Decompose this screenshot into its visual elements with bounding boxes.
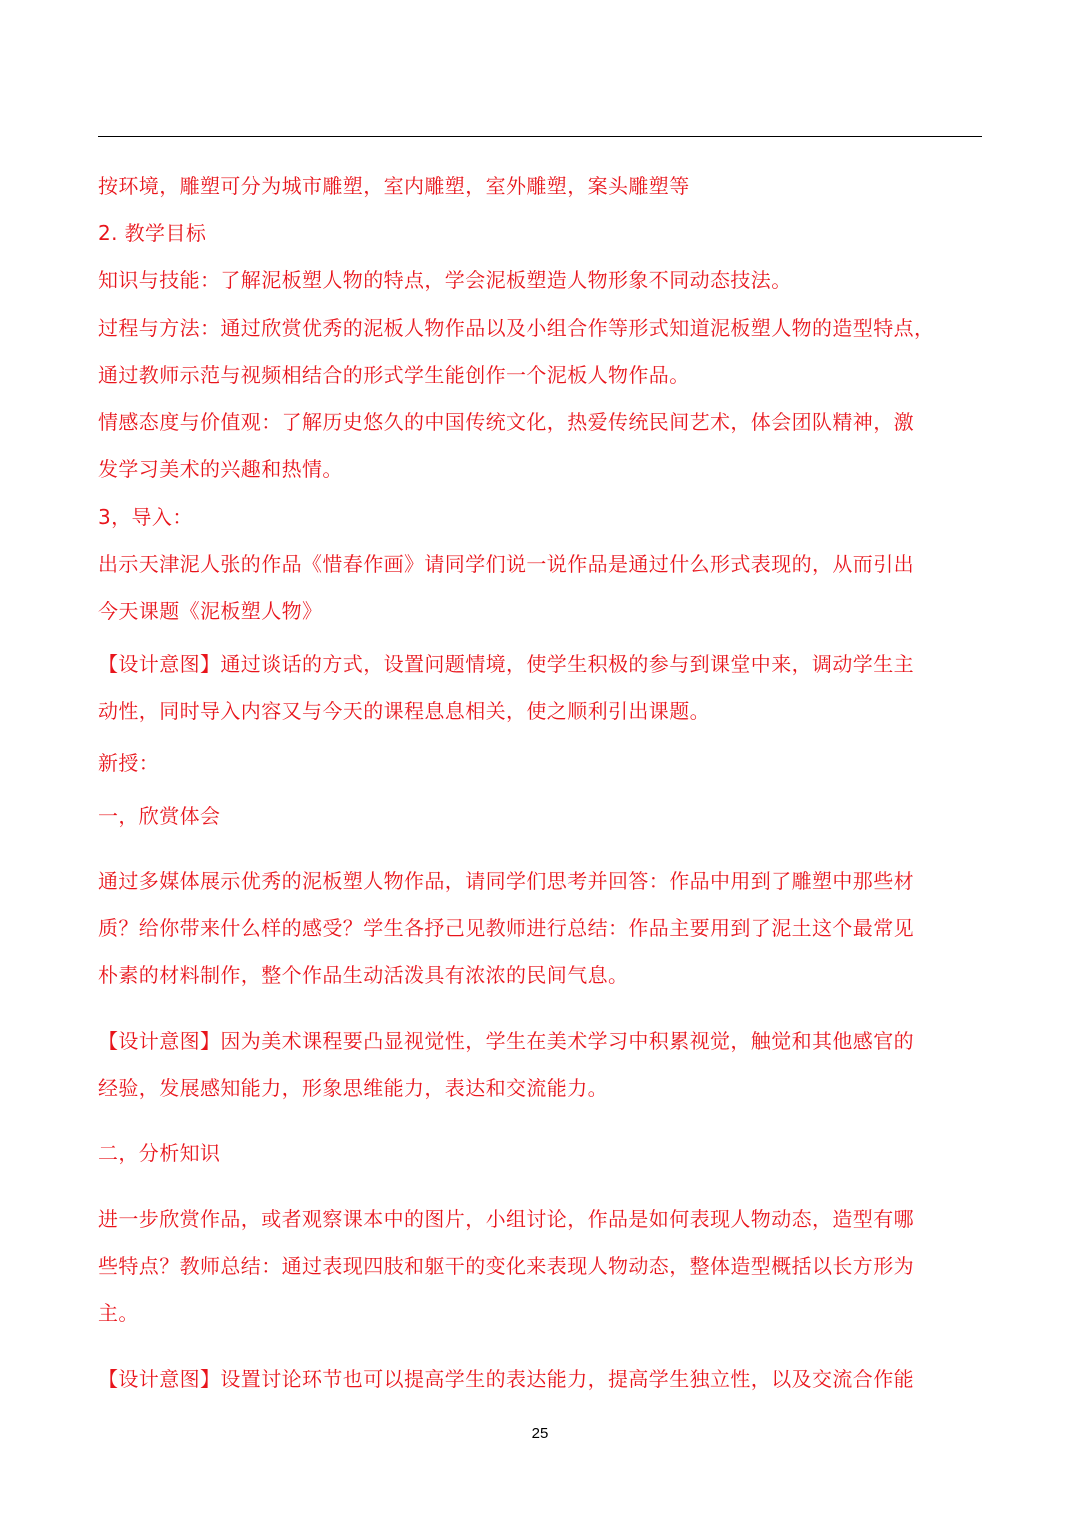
text-line: 通过多媒体展示优秀的泥板塑人物作品，请同学们思考并回答：作品中用到了雕塑中那些材 [98,869,914,893]
text-line: 主。 [98,1301,139,1325]
page-number: 25 [531,1425,549,1442]
text-line: 出示天津泥人张的作品《惜春作画》请同学们说一说作品是通过什么形式表现的，从而引出 [98,552,914,576]
section-heading: 2. 教学目标 [98,221,207,245]
design-intent-line: 【设计意图】设置讨论环节也可以提高学生的表达能力，提高学生独立性，以及交流合作能 [98,1367,914,1391]
section-heading: 二，分析知识 [98,1141,221,1165]
text-line: 发学习美术的兴趣和热情。 [98,457,343,481]
design-intent-line: 【设计意图】因为美术课程要凸显视觉性，学生在美术学习中积累视觉，触觉和其他感官的 [98,1029,914,1053]
text-line: 情感态度与价值观：了解历史悠久的中国传统文化，热爱传统民间艺术，体会团队精神，激 [98,410,914,434]
text-line: 进一步欣赏作品，或者观察课本中的图片，小组讨论，作品是如何表现人物动态，造型有哪 [98,1207,914,1231]
section-heading: 一，欣赏体会 [98,804,221,828]
text-line: 些特点？教师总结：通过表现四肢和躯干的变化来表现人物动态，整体造型概括以长方形为 [98,1254,914,1278]
design-intent-line: 【设计意图】通过谈话的方式，设置问题情境，使学生积极的参与到课堂中来，调动学生主 [98,652,914,676]
design-intent-line: 动性，同时导入内容又与今天的课程息息相关，使之顺利引出课题。 [98,699,710,723]
text-line: 通过教师示范与视频相结合的形式学生能创作一个泥板人物作品。 [98,363,690,387]
text-line: 朴素的材料制作，整个作品生动活泼具有浓浓的民间气息。 [98,963,629,987]
section-heading: 新授： [98,751,160,775]
text-line: 知识与技能：了解泥板塑人物的特点，学会泥板塑造人物形象不同动态技法。 [98,268,792,292]
design-intent-line: 经验，发展感知能力，形象思维能力，表达和交流能力。 [98,1076,608,1100]
header-rule [98,136,982,137]
text-line: 过程与方法：通过欣赏优秀的泥板人物作品以及小组合作等形式知道泥板塑人物的造型特点， [98,316,935,340]
text-line: 今天课题《泥板塑人物》 [98,599,323,623]
section-heading: 3，导入： [98,505,193,529]
text-line: 按环境，雕塑可分为城市雕塑，室内雕塑，室外雕塑，案头雕塑等 [98,174,690,198]
text-line: 质？给你带来什么样的感受？学生各抒己见教师进行总结：作品主要用到了泥土这个最常见 [98,916,914,940]
